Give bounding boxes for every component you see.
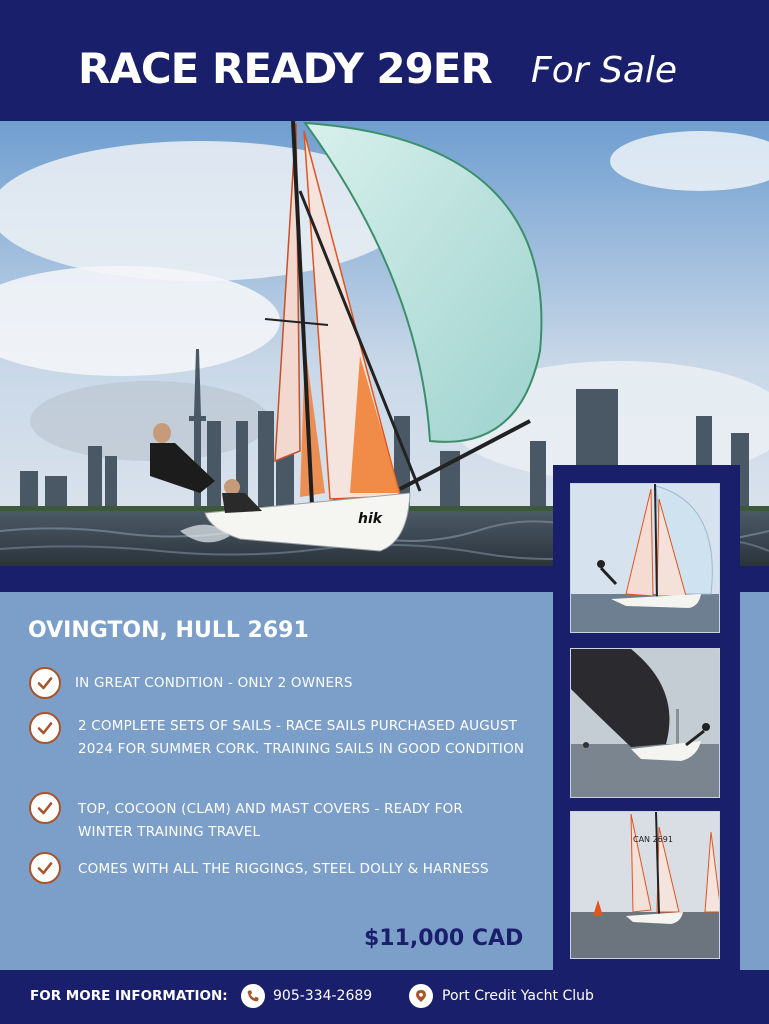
contact-label: FOR MORE INFORMATION:	[30, 988, 228, 1004]
check-circle-icon	[29, 667, 61, 699]
check-circle-icon	[29, 852, 61, 884]
boat-location: OVINGTON, HULL 2691	[28, 618, 309, 643]
price: $11,000 CAD	[364, 926, 524, 951]
feature-sails: 2 COMPLETE SETS OF SAILS - RACE SAILS PURCHASED AUGUST 2024 FOR SUMMER CORK. TRAINING SAILS IN GOOD CONDITION	[78, 718, 525, 757]
thumbnail-photo	[570, 811, 720, 959]
feature-rigging: COMES WITH ALL THE RIGGINGS, STEEL DOLLY & HARNESS	[78, 861, 489, 877]
phone-icon	[241, 984, 265, 1008]
check-circle-icon	[29, 712, 61, 744]
sail-number: CAN 2691	[633, 835, 673, 844]
thumbnail-photo	[570, 483, 720, 633]
contact-phone[interactable]: 905-334-2689	[273, 988, 373, 1004]
check-circle-icon	[29, 792, 61, 824]
thumbnail-column	[553, 465, 740, 970]
details-panel-edge	[740, 592, 769, 970]
hull-logo: hik	[358, 511, 383, 527]
map-pin-icon	[409, 984, 433, 1008]
page-subtitle: For Sale	[531, 50, 678, 91]
thumbnail-photo	[570, 648, 720, 798]
details-panel	[0, 592, 553, 970]
contact-location[interactable]: Port Credit Yacht Club	[442, 988, 594, 1004]
feature-covers: TOP, COCOON (CLAM) AND MAST COVERS - READY FOR WINTER TRAINING TRAVEL	[78, 801, 463, 840]
page-title: RACE READY 29ER	[78, 44, 492, 93]
feature-condition: IN GREAT CONDITION - ONLY 2 OWNERS	[75, 675, 353, 691]
